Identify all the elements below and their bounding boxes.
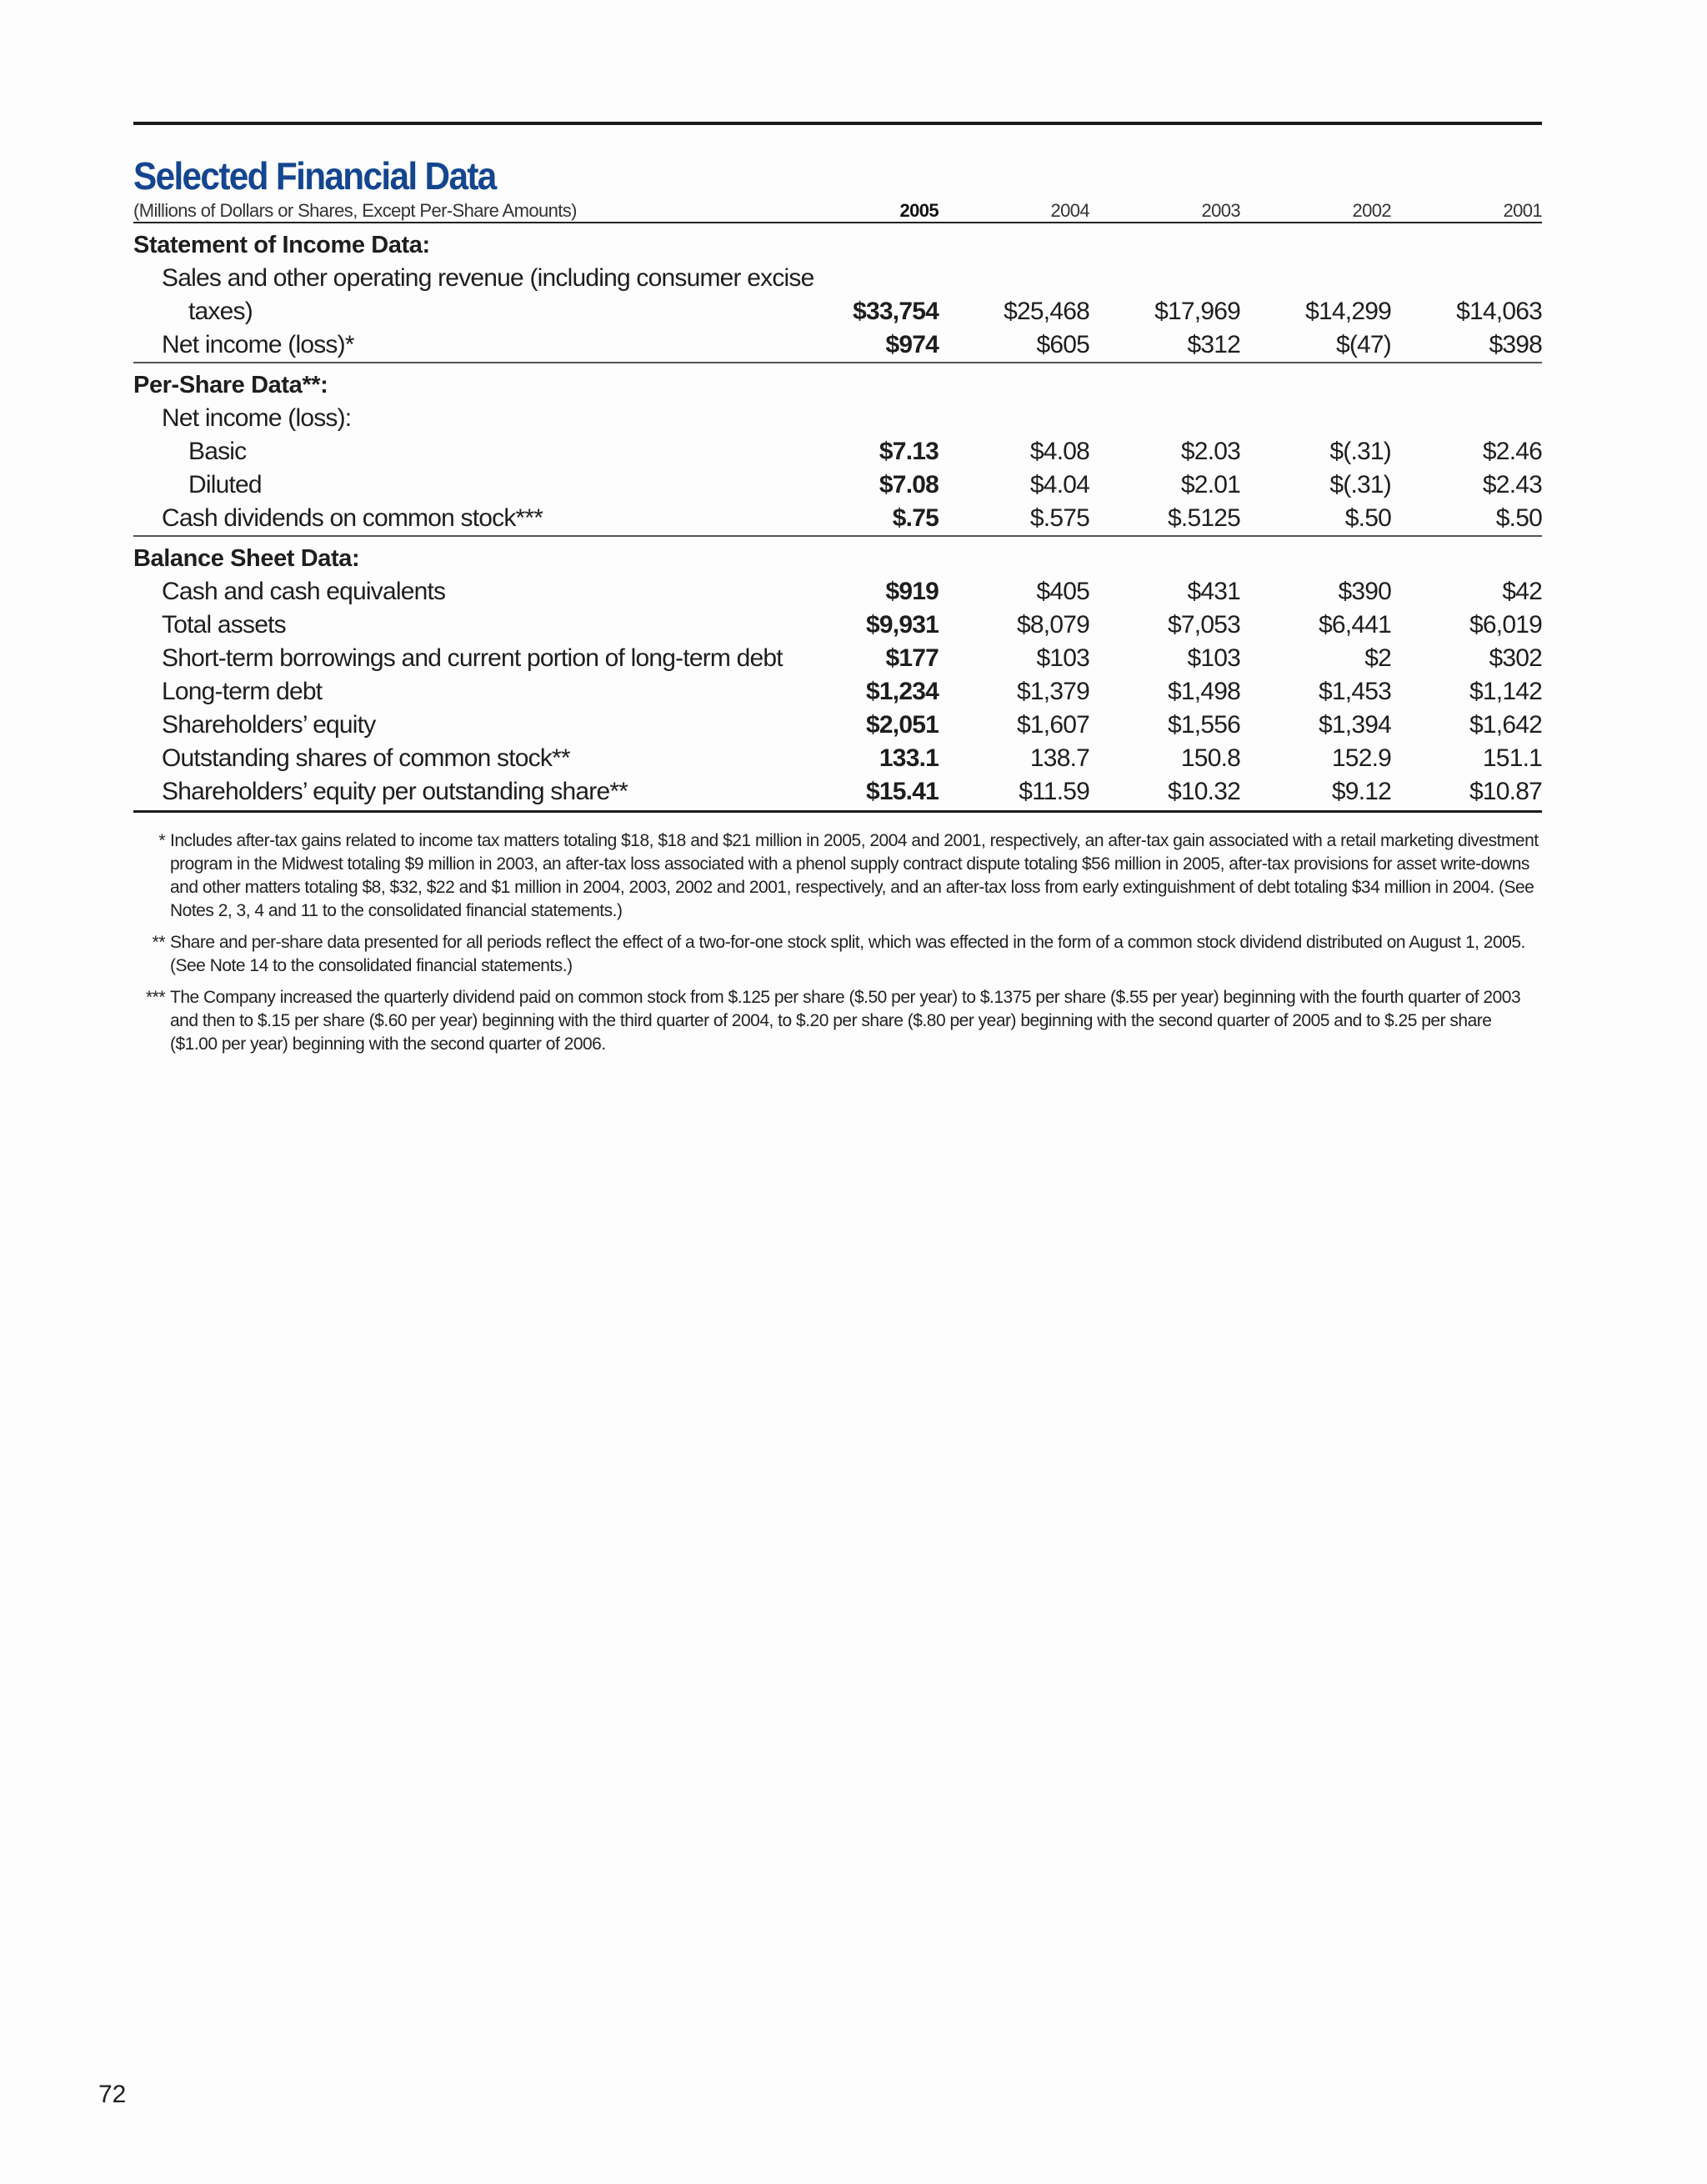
cell-value: $2.46 bbox=[1482, 438, 1542, 465]
table-row bbox=[133, 742, 1542, 775]
table-row bbox=[133, 435, 1542, 468]
row-label: Net income (loss): bbox=[162, 404, 352, 432]
row-label: Basic bbox=[188, 438, 247, 465]
cell-value: $1,142 bbox=[1469, 678, 1542, 705]
cell-value: $4.08 bbox=[1029, 438, 1089, 465]
footnote-mark: ** bbox=[152, 933, 165, 952]
cell-value: $.5125 bbox=[1168, 504, 1240, 532]
footnote-text: The Company increased the quarterly dividend paid on common stock from $.125 per share ($.50 per year) to $.1375 per share ($.55 per year) beginning with the fourth quarter of 2003 and then to $.15 per share ($.60 per year) beginning with the third quarter of 2004, to $.20 per share ($.80 per year) beginning with the second quarter of 2005 and to $.25 per share ($1.00 per year) beginning with the second quarter of 2006. bbox=[170, 988, 1521, 1054]
cell-value: $390 bbox=[1338, 578, 1391, 605]
table-section bbox=[133, 228, 1542, 362]
cell-value: $(.31) bbox=[1329, 471, 1391, 498]
table-row bbox=[133, 295, 1542, 328]
cell-value bbox=[1240, 402, 1391, 435]
financial-data-page bbox=[133, 122, 1542, 1064]
cell-value: 138.7 bbox=[1029, 744, 1089, 772]
table-row bbox=[133, 675, 1542, 709]
cell-value: $10.32 bbox=[1168, 778, 1240, 805]
section-title: Statement of Income Data: bbox=[133, 232, 430, 258]
cell-value bbox=[1096, 262, 1244, 295]
row-label: Short-term borrowings and current portion of long-term debt bbox=[162, 644, 783, 672]
cell-value: $605 bbox=[1036, 331, 1089, 358]
cell-value bbox=[1089, 402, 1240, 435]
table-row bbox=[133, 468, 1542, 502]
row-label: Total assets bbox=[162, 611, 286, 639]
row-label: Shareholders’ equity bbox=[162, 711, 376, 739]
cell-value: $7.13 bbox=[879, 438, 939, 465]
footnote bbox=[133, 986, 1542, 1056]
cell-value: $25,468 bbox=[1004, 298, 1089, 325]
table-section bbox=[133, 535, 1542, 809]
table-end-rule bbox=[133, 810, 1542, 813]
cell-value: $2,051 bbox=[866, 711, 939, 739]
cell-value: $1,394 bbox=[1319, 711, 1391, 739]
cell-value: $2.01 bbox=[1180, 471, 1240, 498]
cell-value: $405 bbox=[1036, 578, 1089, 605]
row-label: Cash and cash equivalents bbox=[162, 578, 446, 605]
table-row bbox=[133, 775, 1542, 809]
footnote bbox=[133, 829, 1542, 923]
row-label: Net income (loss)* bbox=[162, 331, 354, 358]
cell-value: $1,642 bbox=[1469, 711, 1542, 739]
cell-value: $14,299 bbox=[1305, 298, 1391, 325]
cell-value: $(.31) bbox=[1329, 438, 1391, 465]
cell-value: $(47) bbox=[1335, 331, 1391, 358]
table-row bbox=[133, 402, 1542, 435]
cell-value: $1,556 bbox=[1168, 711, 1240, 739]
table-row bbox=[133, 262, 1542, 295]
cell-value bbox=[948, 262, 1096, 295]
cell-value: $1,498 bbox=[1168, 678, 1240, 705]
footnote-mark: * bbox=[158, 831, 165, 850]
cell-value: 133.1 bbox=[879, 744, 939, 772]
cell-value bbox=[939, 402, 1089, 435]
table-row bbox=[133, 609, 1542, 642]
cell-value: $974 bbox=[885, 331, 939, 358]
cell-value: $10.87 bbox=[1469, 778, 1542, 805]
cell-value bbox=[1394, 262, 1542, 295]
top-rule bbox=[133, 122, 1542, 125]
cell-value: $7,053 bbox=[1168, 611, 1240, 639]
year-header: 2004 bbox=[1050, 200, 1089, 221]
cell-value: 150.8 bbox=[1180, 744, 1240, 772]
table-section bbox=[133, 362, 1542, 535]
table-subtitle: (Millions of Dollars or Shares, Except Per-Share Amounts) bbox=[133, 200, 577, 221]
row-label: Shareholders’ equity per outstanding share** bbox=[162, 778, 628, 805]
cell-value: $6,441 bbox=[1319, 611, 1391, 639]
cell-value: $11.59 bbox=[1019, 778, 1089, 805]
footnote-mark: *** bbox=[145, 988, 165, 1007]
table-header bbox=[133, 197, 1542, 223]
cell-value: $103 bbox=[1187, 644, 1240, 672]
cell-value: 151.1 bbox=[1482, 744, 1542, 772]
cell-value: $177 bbox=[885, 644, 939, 672]
cell-value bbox=[1391, 402, 1542, 435]
cell-value: $9.12 bbox=[1331, 778, 1391, 805]
cell-value: $.75 bbox=[892, 504, 939, 532]
cell-value bbox=[1245, 262, 1394, 295]
footnote-text: Includes after-tax gains related to income tax matters totaling $18, $18 and $21 million in 2005, 2004 and 2001, respectively, an after-tax gain associated with a retail marketing divestment program in the Midwest totaling $9 million in 2003, an after-tax loss associated with a phenol supply contract dispute totaling $56 million in 2005, after-tax provisions for asset write-downs and other matters totaling $8, $32, $22 and $1 million in 2004, 2003, 2002 and 2001, respectively, and an after-tax loss from early extinguishment of debt totaling $34 million in 2004. (See Notes 2, 3, 4 and 11 to the consolidated financial statements.) bbox=[170, 831, 1539, 920]
cell-value: $.575 bbox=[1029, 504, 1089, 532]
table-row bbox=[133, 328, 1542, 362]
table-row bbox=[133, 575, 1542, 609]
cell-value: $2 bbox=[1364, 644, 1391, 672]
row-label: Outstanding shares of common stock** bbox=[162, 744, 570, 772]
cell-value: $431 bbox=[1187, 578, 1240, 605]
row-label: Sales and other operating revenue (including consumer excise bbox=[162, 264, 814, 292]
cell-value: $2.43 bbox=[1482, 471, 1542, 498]
row-label: Long-term debt bbox=[162, 678, 323, 705]
section-title: Per-Share Data**: bbox=[133, 372, 328, 398]
cell-value: $7.08 bbox=[879, 471, 939, 498]
cell-value: $1,453 bbox=[1319, 678, 1391, 705]
cell-value: $9,931 bbox=[866, 611, 939, 639]
cell-value: $1,379 bbox=[1017, 678, 1089, 705]
cell-value bbox=[814, 262, 949, 295]
row-label: Diluted bbox=[188, 471, 262, 498]
cell-value: 152.9 bbox=[1331, 744, 1391, 772]
cell-value: $14,063 bbox=[1456, 298, 1542, 325]
cell-value: $15.41 bbox=[866, 778, 939, 805]
footnote bbox=[133, 931, 1542, 978]
cell-value: $398 bbox=[1489, 331, 1542, 358]
row-label: taxes) bbox=[188, 298, 253, 325]
cell-value: $8,079 bbox=[1017, 611, 1089, 639]
cell-value: $919 bbox=[885, 578, 939, 605]
table-body bbox=[133, 228, 1542, 809]
cell-value: $103 bbox=[1036, 644, 1089, 672]
cell-value: $33,754 bbox=[853, 298, 939, 325]
year-header: 2002 bbox=[1352, 200, 1391, 221]
year-header: 2005 bbox=[899, 200, 939, 221]
row-label: Cash dividends on common stock*** bbox=[162, 504, 543, 532]
year-header: 2001 bbox=[1503, 200, 1542, 221]
year-header: 2003 bbox=[1201, 200, 1240, 221]
cell-value: $17,969 bbox=[1154, 298, 1240, 325]
table-row bbox=[133, 502, 1542, 535]
cell-value: $42 bbox=[1502, 578, 1542, 605]
cell-value: $6,019 bbox=[1469, 611, 1542, 639]
footnote-text: Share and per-share data presented for all periods reflect the effect of a two-for-one stock split, which was effected in the form of a common stock dividend distributed on August 1, 2005. (See Note 14 to the consolidated financial statements.) bbox=[170, 933, 1525, 975]
cell-value: $1,607 bbox=[1017, 711, 1089, 739]
footnotes bbox=[133, 829, 1542, 1056]
cell-value: $312 bbox=[1187, 331, 1240, 358]
cell-value: $2.03 bbox=[1180, 438, 1240, 465]
cell-value: $.50 bbox=[1344, 504, 1391, 532]
table-row bbox=[133, 709, 1542, 742]
page-number: 72 bbox=[98, 2081, 127, 2108]
section-title: Balance Sheet Data: bbox=[133, 545, 360, 572]
cell-value bbox=[803, 402, 939, 435]
cell-value: $4.04 bbox=[1029, 471, 1089, 498]
cell-value: $1,234 bbox=[866, 678, 939, 705]
page-title: Selected Financial Data bbox=[133, 154, 496, 198]
cell-value: $.50 bbox=[1495, 504, 1542, 532]
table-row bbox=[133, 642, 1542, 675]
cell-value: $302 bbox=[1489, 644, 1542, 672]
